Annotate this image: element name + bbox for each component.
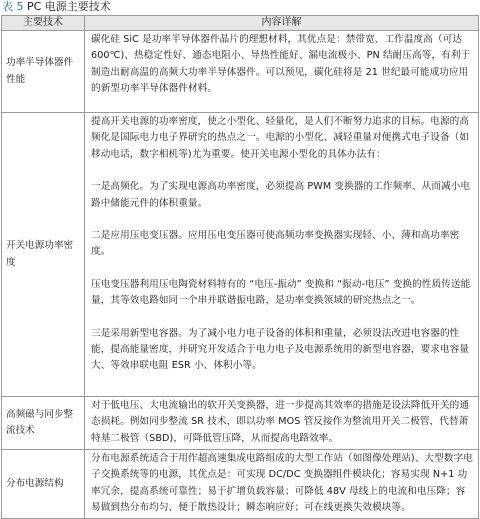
tech-table [1,15,479,519]
detail-paragraph: 三是采用新型电容器。为了减小电力电子设备的体积和重量，必须设法改进电容器的性能，提高能量密度，并研究开发适合于电力电子及电源系统用的新型电容器，要求电容量大、等效串联电阻 ESR 小、体积小等。 [91,327,470,372]
detail-paragraph: 二是应用压电变压器。应用压电变压器可使高频功率变换器实现轻、小、薄和高功率密度。 [91,230,460,258]
table-caption [2,0,111,14]
header-detail: 内容详解 [85,16,479,31]
tech-detail [85,397,479,450]
detail-paragraph: 提高开关电源的功率密度，使之小型化、轻量化，是人们不断努力追求的目标。电源的高频化是国际电力电子界研究的热点之一。电源的小型化、减轻重量对便携式电子设备（如移动电话，数字相机等)尤为重要。使开关电源小型化的具体办法有： [91,116,470,160]
table-title: PC 电源主要技术 [27,0,111,13]
table-row [2,450,479,519]
table-row [2,113,479,397]
tech-detail [85,450,479,519]
table-header-row [2,16,479,31]
header-tech: 主要技术 [2,16,85,31]
tech-name: 开关电源功率密度 [2,113,85,397]
tech-name: 功率半导体器件性能 [2,31,85,113]
table-number: 表 5 [2,0,24,13]
detail-paragraph: 对于低电压、大电流输出的软开关变换器，进一步提高其效率的措施是设法降低开关的通态损耗。例如同步整流 SR 技术，即以功率 MOS 管反接作为整流用开关二极管，代替萧特基二极管（SBD)，可降低管压降，从而提高电路效率。 [91,400,470,444]
detail-paragraph: 分布电源系统适合于用作超高速集成电路组成的大型工作站（如图像处理站)、大型数字电子交换系统等的电源，其优点是：可实现 DC/DC 变换器组件模块化；容易实现 N+1 功率冗余，提高系统可靠性；易于扩增负载容量；可降低 48V 母线上的电流和电压降；容易做到热分布均匀、便于散热设计；瞬态响应好；可在线更换失效模块等。 [91,453,473,514]
tech-name: 分布电源结构 [2,450,85,519]
detail-paragraph: 碳化硅 SiC 是功率半导体器件晶片的理想材料，其优点是：禁带宽、工作温度高（可达 600℃)、热稳定性好、通态电阻小、导热性能好、漏电流极小、PN 结耐压高等，有利于制造出耐高温的高频大功率半导体器件。可以预见，碳化硅将是 21 世纪最可能成功应用的新型功率半导体器件材料。 [91,34,471,95]
detail-paragraph: 一是高频化。为了实现电源高功率密度，必须提高 PWM 变换器的工作频率、从而减小电路中储能元件的体积重量。 [91,181,471,209]
detail-paragraph: 压电变压器利用压电陶瓷材料特有的 “电压-振动” 变换和 “振动-电压” 变换的性质传送能量，其等效电路如同一个串并联谐振电路，是功率变换领域的研究热点之一。 [91,278,471,307]
tech-detail [85,113,479,397]
tech-detail [85,31,479,113]
tech-name: 高频磁与同步整流技术 [2,397,85,450]
table-row [2,397,479,450]
table-row [2,31,479,113]
